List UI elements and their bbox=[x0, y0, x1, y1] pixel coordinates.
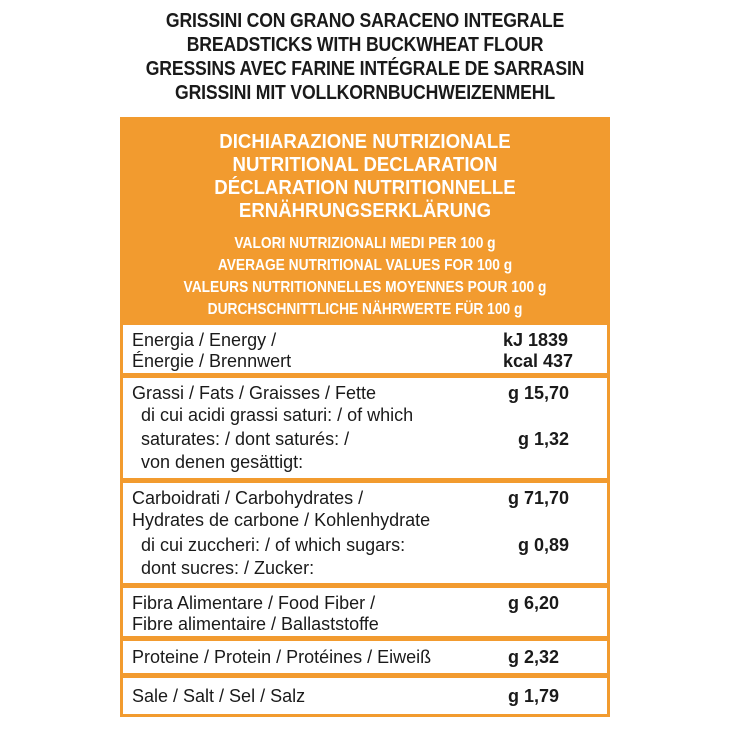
fats-value: g 15,70 bbox=[508, 383, 570, 403]
protein-value: g 2,32 bbox=[508, 647, 560, 667]
product-title-fr: GRESSINS AVEC FARINE INTÉGRALE DE SARRASIN bbox=[145, 57, 585, 80]
salt-value: g 1,79 bbox=[508, 686, 560, 706]
declaration-title-fr: DÉCLARATION NUTRITIONNELLE bbox=[214, 177, 516, 199]
product-titles bbox=[0, 9, 730, 105]
average-values-en: AVERAGE NUTRITIONAL VALUES FOR 100 g bbox=[217, 257, 513, 274]
product-title-en: BREADSTICKS WITH BUCKWHEAT FLOUR bbox=[186, 33, 544, 56]
declaration-title-en: NUTRITIONAL DECLARATION bbox=[232, 154, 498, 176]
saturates-label-line-3: von denen gesättigt: bbox=[141, 452, 304, 472]
row-carbohydrates bbox=[123, 483, 607, 583]
sugars-label-line-2: dont sucres: / Zucker: bbox=[141, 558, 315, 578]
saturates-label-line-2: saturates: / dont saturés: / bbox=[141, 429, 350, 449]
nutrition-header bbox=[123, 120, 607, 325]
row-protein bbox=[123, 641, 607, 673]
nutrition-rows bbox=[123, 325, 607, 714]
declaration-title-de: ERNÄHRUNGSERKLÄRUNG bbox=[238, 200, 492, 222]
average-values-it: VALORI NUTRIZIONALI MEDI PER 100 g bbox=[234, 235, 496, 252]
fiber-label-line-2: Fibre alimentaire / Ballaststoffe bbox=[132, 614, 379, 634]
fiber-value: g 6,20 bbox=[508, 593, 560, 613]
fats-label: Grassi / Fats / Graisses / Fette bbox=[132, 383, 377, 403]
declaration-title-it: DICHIARAZIONE NUTRIZIONALE bbox=[219, 131, 511, 153]
saturates-value: g 1,32 bbox=[518, 429, 570, 449]
carbohydrates-value: g 71,70 bbox=[508, 488, 570, 508]
protein-label: Proteine / Protein / Protéines / Eiweiß bbox=[132, 647, 432, 667]
average-values-fr: VALEURS NUTRITIONNELLES MOYENNES POUR 100 g bbox=[183, 279, 547, 296]
energy-kcal-value: kcal 437 bbox=[503, 351, 574, 371]
row-fats bbox=[123, 378, 607, 478]
carbohydrates-label-line-1: Carboidrati / Carbohydrates / bbox=[132, 488, 364, 508]
average-values-de: DURCHSCHNITTLICHE NÄHRWERTE FÜR 100 g bbox=[207, 301, 523, 318]
fiber-label-line-1: Fibra Alimentare / Food Fiber / bbox=[132, 593, 376, 613]
sugars-value: g 0,89 bbox=[518, 535, 570, 555]
saturates-label-line-1: di cui acidi grassi saturi: / of which bbox=[141, 405, 414, 425]
salt-label: Sale / Salt / Sel / Salz bbox=[132, 686, 306, 706]
product-title-it: GRISSINI CON GRANO SARACENO INTEGRALE bbox=[165, 9, 565, 32]
product-title-de: GRISSINI MIT VOLLKORNBUCHWEIZENMEHL bbox=[175, 81, 555, 104]
energy-kj-value: kJ 1839 bbox=[503, 330, 569, 350]
sugars-label-line-1: di cui zuccheri: / of which sugars: bbox=[141, 535, 406, 555]
nutrition-label bbox=[120, 117, 610, 717]
energy-label-line-2: Énergie / Brennwert bbox=[132, 351, 292, 371]
row-salt bbox=[123, 678, 607, 714]
energy-label-line-1: Energia / Energy / bbox=[132, 330, 277, 350]
row-energy bbox=[123, 325, 607, 373]
carbohydrates-label-line-2: Hydrates de carbone / Kohlenhydrate bbox=[132, 510, 431, 530]
row-fiber bbox=[123, 588, 607, 636]
